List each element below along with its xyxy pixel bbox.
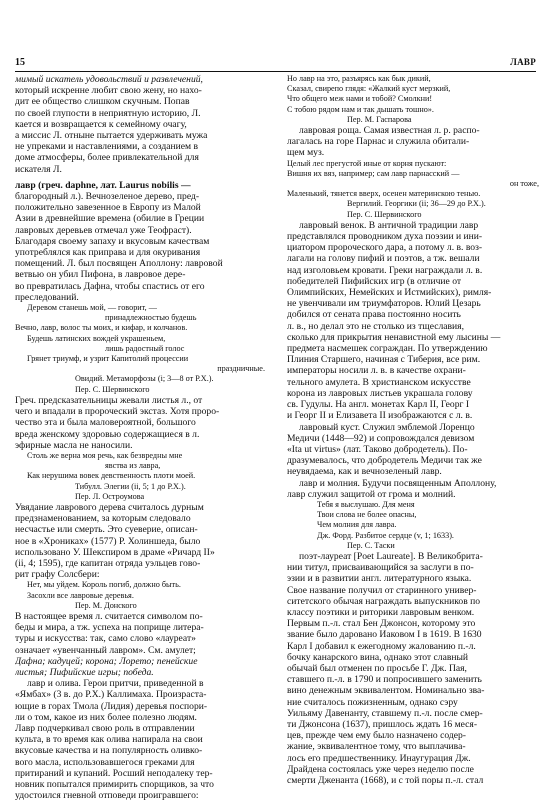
text-line: (ii, 4; 1595), где капитан отряда уэльцев гово- <box>15 557 201 569</box>
text-line: эфирные масла не наносили. <box>15 439 133 451</box>
verse-line: Твои слова не более опасны, <box>317 510 417 520</box>
text-line: лавр служил защитой от грома и молний. <box>287 488 456 500</box>
text-line: туры и искусства: так, само слово «лауреат» <box>15 633 196 645</box>
verse-line: Тебя я выслушаю. Для меня <box>317 499 415 509</box>
text-line: предмета насмешек сограждан. По утверждению <box>287 343 488 355</box>
text-line: эзии и в развитии англ. литературного языка. <box>287 573 472 585</box>
text-line: Азии в древнейшие времена (обилие в Греции <box>15 213 205 225</box>
verse-line: лишь радостный голос <box>105 343 185 353</box>
text-line: доме атмосферы, более привлекательной для <box>15 152 199 164</box>
verse-line: принадлежностью будешь <box>105 313 197 323</box>
text-line: корона из лавровых листьев украшала голову <box>287 387 473 399</box>
verse-line: Деревом станешь мой, — говорит, — <box>27 303 157 313</box>
text-line: кается и возвращается к семейному очагу, <box>15 118 187 130</box>
text-line: императоры носили л. в. в качестве охрани- <box>287 365 466 377</box>
text-line: сколько для прикрытия ненавистной ему лысины — <box>287 331 501 343</box>
text-line: «Ita ut virtus» (лат. Таково добродетель). По- <box>287 443 468 455</box>
text-line: жание, эквивалентное тому, что выплачива- <box>287 741 466 753</box>
text-line: положительно завезенное в Европу из Малой <box>15 202 201 214</box>
text-line: неувядаема, как и вечнозеленый лавр. <box>287 466 442 478</box>
verse-line: Будешь латинских вождей украшеньем, <box>27 333 166 343</box>
text-line: В настоящее время л. считается символом по- <box>15 610 203 622</box>
text-line: звание было даровано Иаковом I в 1619. В 1630 <box>287 629 482 641</box>
text-line: притираний и купаний. Росший неподалеку тер- <box>15 767 213 779</box>
text-line: Карл I добавил к ежегодному жалованию п.-л. <box>287 640 476 652</box>
text-line: ли о том, какое из них более полезно людям. <box>15 711 197 723</box>
text-line: бочку канарского вина, однако этот славный <box>287 651 469 663</box>
text-line: беды и мира, а тж. успеха на поприще литера- <box>15 622 204 634</box>
entry-subhead-line: поэт-лауреат [Poet Laureate]. В Великобрита- <box>299 550 483 562</box>
text-line: представлялся проводником духа поэзии и ини- <box>287 231 483 243</box>
text-line: ставшего п.-л. в 1790 и попросившего заменить <box>287 674 482 686</box>
verse-line: Вишня их вяз, например; сам лавр парнасский — <box>287 168 460 178</box>
entry-subhead-line: лавр и молния. Будучи посвященным Аполлону, <box>299 477 497 489</box>
text-line: победителей Пифийских игр (в отличие от <box>287 275 462 287</box>
text-line: а миссис Л. отныне пытается удерживать мужа <box>15 130 208 142</box>
text-line: предзнаменованием, за которым следовало <box>15 513 191 525</box>
text-line: помещений. Л. был посвящен Аполлону: лавровой <box>15 258 223 270</box>
entry-subhead-line: лавровая роща. Самая известная л. р. распо- <box>299 125 480 137</box>
text-line: дит ее общество слишком скучным. Попав <box>15 96 190 108</box>
text-line: употреблялся как приправа и для окуривания <box>15 247 201 259</box>
verse-line: Чем молния для лавра. <box>317 520 397 530</box>
verse-line: С тобою рядом нам и так дышать тошно». <box>287 104 434 114</box>
text-line: культа, в то время как олива напирала на свои <box>15 734 203 746</box>
text-line: ние считалось пожизненным, однако сэру <box>287 696 458 708</box>
verse-line: Целый лес прегустой иные от корня пускают: <box>287 158 447 168</box>
text-line: добился от сената права постоянно носить <box>287 309 461 321</box>
verse-line: Что общего меж нами и тобой? Смолкни! <box>287 94 433 104</box>
text-line: нии титул, присваивающийся за заслуги в по- <box>287 562 474 574</box>
text-line: ющие в горах Тмола (Лидия) деревья поспори- <box>15 700 208 712</box>
translator: Пер. М. Донского <box>75 600 137 610</box>
entry-subhead-line: лавр и олива. Герои притчи, приведенной в <box>27 678 204 690</box>
verse-line: Маленький, тянется вверх, осенен материнскою тенью. <box>287 189 481 199</box>
text-line: удостоился гневной отповеди проигравшего: <box>15 790 199 801</box>
text-line: цев, прежде чем ему было назначено содер- <box>287 730 466 742</box>
text-line: который искренне любит свою жену, но нахо- <box>15 85 202 97</box>
right-column <box>287 74 539 786</box>
text-line: листья; Пифийские игры; победа. <box>15 666 154 678</box>
translator: Пер. С. Шервинского <box>347 209 422 219</box>
text-line: мимый искатель удовольствий и развлечений, <box>15 74 203 85</box>
verse-line: он тоже, <box>509 179 539 189</box>
text-line: обычай был отменен по просьбе Г. Дж. Пая, <box>287 662 467 674</box>
citation: Дж. Форд. Разбитое сердце (v, 1; 1633). <box>317 530 454 540</box>
text-line: Уильяму Давенанту, ставшему п.-л. после смер- <box>287 707 483 719</box>
text-line: вреда женскому здоровью содержащиеся в л. <box>15 428 200 440</box>
text-line: Свое название получил от старинного универ- <box>287 584 477 596</box>
text-line: классу поэтики и риторики лавровым венком. <box>287 606 475 618</box>
text-line: преследований. <box>15 291 79 303</box>
text-line: во превратилась Дафна, чтобы спастись от его <box>15 280 205 292</box>
text-line: несчастье или смерть. Это суеверие, описан- <box>15 524 198 536</box>
verse-line: Засохли все лавровые деревья. <box>27 590 134 600</box>
text-line: вино денежным эквивалентом. Номинально зва- <box>287 685 485 697</box>
citation: Вергилий. Георгики (ii; 36—29 до Р.Х.). <box>347 199 486 209</box>
text-line: Первым п.-л. стал Бен Джонсон, которому это <box>287 618 476 630</box>
text-line: лагали на голову пифий и поэтов, а тж. вешали <box>287 253 480 265</box>
text-line: Благодаря своему запаху и вкусовым качествам <box>15 235 210 247</box>
text-line: благородный л.). Вечнозеленое дерево, пред- <box>15 191 200 203</box>
text-line: вого масла, использовавшегося греками для <box>15 756 195 768</box>
text-line: использовано У. Шекспиром в драме «Ричард II» <box>15 546 215 558</box>
text-line: искателя Л. <box>15 163 62 175</box>
text-line: ситетского обычая награждать выпускников по <box>287 595 481 607</box>
text-line: Драйдена состоялась уже через неделю после <box>287 763 474 775</box>
verse-line: Но лавр на это, разъярясь как бык дикий, <box>287 74 431 83</box>
text-line: лось его предшественнику. Инаугурация Дж. <box>287 752 471 764</box>
verse-line: Вечно, лавр, волос ты моих, и кифар, и колчанов. <box>15 323 188 333</box>
translator: Пер. М. Гаспарова <box>347 114 412 124</box>
verse-line: Сказал, свирепо глядя: «Жалкий куст мерзкий, <box>287 84 451 94</box>
text-line: смерти Дженанта (1668), и с той поры п.-л. стал <box>287 775 484 786</box>
text-line: по своей глупости в неприятную историю, Л. <box>15 107 201 119</box>
verse-line: Столь же верна моя речь, как безвредны мне <box>27 450 183 460</box>
text-line: лавровых деревьев отмечал уже Теофраст). <box>15 224 192 236</box>
text-line: чего и впадали в пророческий экстаз. Хотя проро- <box>15 406 220 418</box>
verse-line: Как нерушима вовек девственность плоти моей. <box>27 471 196 481</box>
text-line: тельного амулета. В христианском искусстве <box>287 376 471 388</box>
translator: Пер. Л. Остроумова <box>75 491 145 501</box>
text-line: Увядание лаврового дерева считалось дурным <box>15 501 204 513</box>
running-title: ЛАВР <box>510 57 536 67</box>
text-line: дразумевалось, что добродетель Медичи так же <box>287 455 482 467</box>
entry-subhead-line: лавровый куст. Служил эмблемой Лоренцо <box>299 421 475 433</box>
text-line: лагалась на горе Парнас и служила обитали- <box>287 136 470 148</box>
text-line: Плиния Старшего, начиная с Тиберия, все рим. <box>287 354 481 366</box>
text-line: и Георг II и Елизавета II изображаются с л. в. <box>287 410 473 422</box>
text-line: рит графу Солсбери: <box>15 569 100 581</box>
translator: Пер. С. Шервинского <box>75 384 150 394</box>
page-header <box>15 57 536 72</box>
citation: Тибулл. Элегии (ii, 5; 1 до Р.Х.). <box>75 481 186 491</box>
text-line: не упреками и наставлениями, а созданием в <box>15 141 199 153</box>
text-line: Греч. предсказательницы жевали листья л., от <box>15 394 203 406</box>
page-number: 15 <box>15 57 25 68</box>
text-line: чество эта и была маловероятной, большого <box>15 417 196 429</box>
entry-headword-line: лавр (греч. daphne, лат. Laurus nobilis — <box>15 179 191 191</box>
entry-subhead-line: лавровый венок. В античной традиции лавр <box>299 219 479 231</box>
text-line: циатором пророческого дара, а потому л. в. воз- <box>287 242 483 254</box>
text-line: означает «увенчанный лавром». См. амулет; <box>15 644 196 656</box>
text-line: над изголовьем кровати. Греки награждали л. в. <box>287 264 483 276</box>
text-line: ное в «Хрониках» (1577) Р. Холиншеда, было <box>15 535 201 547</box>
verse-line: праздничные. <box>217 364 265 374</box>
text-line: Дафна; кадуцей; корона; Лорето; пенейские <box>15 655 198 667</box>
text-line: св. Гудулы. На англ. монетах Карл II, Георг I <box>287 399 470 411</box>
text-line: Лавр подчеркивал свою роль в отправлении <box>15 722 195 734</box>
text-line: ветвью он убил Пифона, в лавровое дере- <box>15 269 186 281</box>
left-column <box>15 74 265 801</box>
citation: Овидий. Метаморфозы (i; 3—8 от Р.Х.). <box>75 374 214 384</box>
text-line: щем муз. <box>287 147 325 159</box>
verse-line: Грянет триумф, и узрит Капитолий процессии <box>27 354 189 364</box>
text-line: Медичи (1448—92) и сопровождался девизом <box>287 432 475 444</box>
text-line: новник попытался примирить спорщиков, за что <box>15 779 214 790</box>
verse-line: явства из лавра, <box>105 461 161 471</box>
text-line: не увенчивали им триумфаторов. Юлий Цезарь <box>287 298 481 310</box>
text-line: л. в., но делал это не столько из тщеславия, <box>287 320 464 332</box>
text-line: «Ямбах» (3 в. до Р.Х.) Каллимаха. Произраста- <box>15 689 207 701</box>
text-line: вкусовые качества и на популярность оливко- <box>15 745 203 757</box>
text-line: Олимпийских, Немейских и Истмийских), римля- <box>287 287 492 299</box>
translator: Пер. С. Таски <box>347 540 395 550</box>
verse-line: Нет, мы уйдем. Король погиб, должно быть. <box>27 580 181 590</box>
text-line: ти Джонсона (1637), пришлось ждать 16 меся- <box>287 718 478 730</box>
